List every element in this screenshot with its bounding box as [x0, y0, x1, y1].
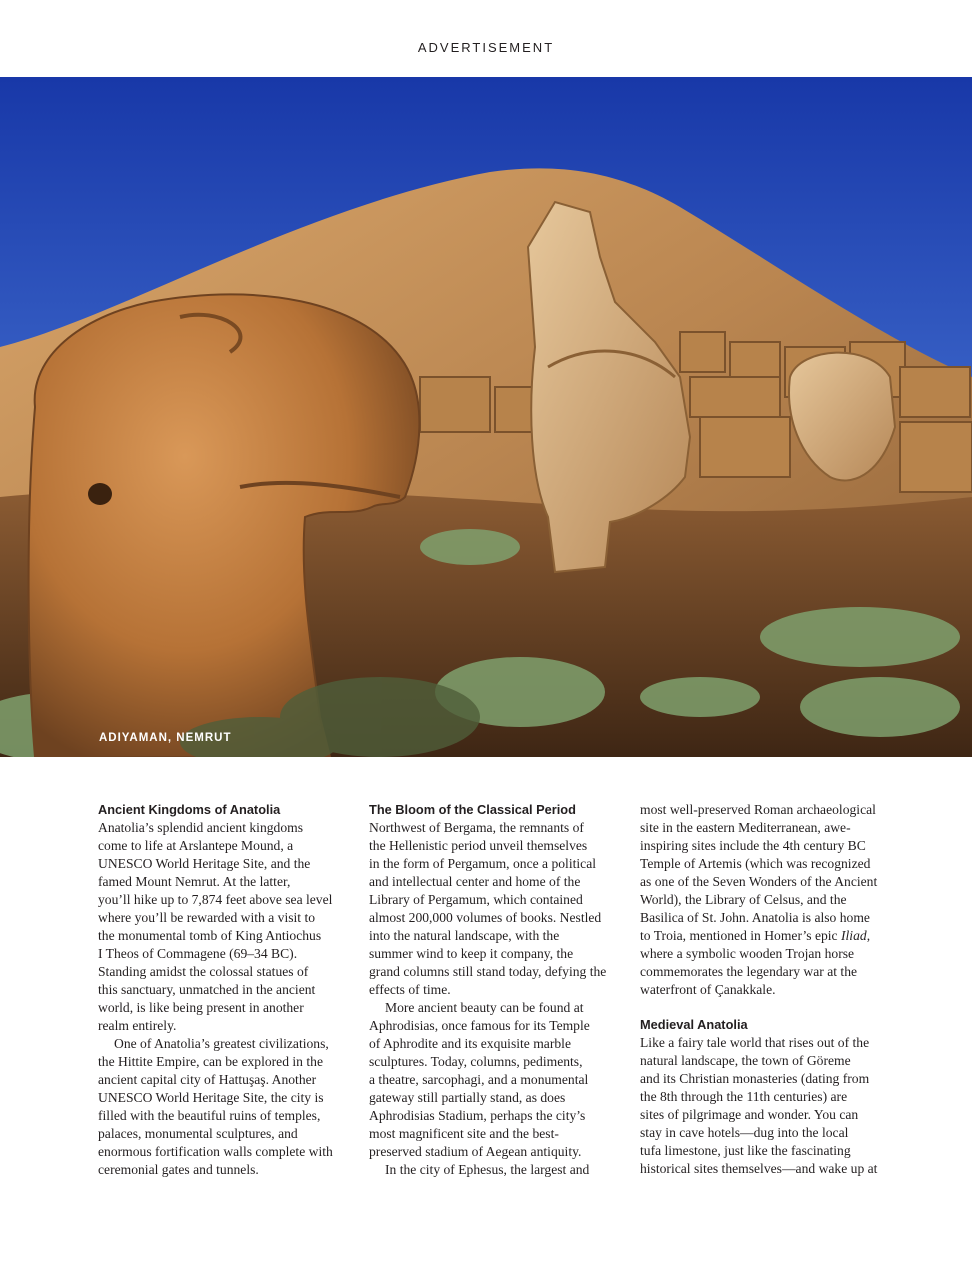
column-classical-period	[369, 801, 609, 1179]
text-line: tufa limestone, just like the fascinating	[640, 1143, 851, 1158]
text-line: Aphrodisias Stadium, perhaps the city’s	[369, 1108, 586, 1123]
text-run: ,	[866, 928, 871, 943]
text-line: and intellectual center and home of the	[369, 874, 581, 889]
text-line: More ancient beauty can be found at	[385, 1000, 584, 1015]
text-line: inspiring sites include the 4th century BC	[640, 838, 866, 853]
text-line: most well-preserved Roman archaeological	[640, 802, 876, 817]
text-line: you’ll hike up to 7,874 feet above sea level	[98, 892, 333, 907]
paragraph	[98, 1035, 338, 1179]
text-line: Aphrodisias, once famous for its Temple	[369, 1018, 590, 1033]
text-line: where a symbolic wooden Trojan horse	[640, 946, 855, 961]
column-continued	[640, 801, 880, 1178]
text-line: World), the Library of Celsus, and the	[640, 892, 847, 907]
text-line: in the form of Pergamum, once a political	[369, 856, 597, 871]
text-line: historical sites themselves—and wake up at	[640, 1161, 878, 1176]
text-line: Temple of Artemis (which was recognized	[640, 856, 871, 871]
text-line: and its Christian monasteries (dating from	[640, 1071, 870, 1086]
text-line: stay in cave hotels—dug into the local	[640, 1125, 849, 1140]
text-line: filled with the beautiful ruins of temples,	[98, 1108, 321, 1123]
text-line: Northwest of Bergama, the remnants of	[369, 820, 584, 835]
text-line: Anatolia’s splendid ancient kingdoms	[98, 820, 304, 835]
heading-ancient-kingdoms: Ancient Kingdoms of Anatolia	[98, 802, 281, 817]
text-line: Like a fairy tale world that rises out of the	[640, 1035, 870, 1050]
text-line: One of Anatolia’s greatest civilizations,	[114, 1036, 329, 1051]
heading-medieval-anatolia: Medieval Anatolia	[640, 1017, 748, 1032]
photo-caption: ADIYAMAN, NEMRUT	[99, 732, 232, 744]
text-line: famed Mount Nemrut. At the latter,	[98, 874, 291, 889]
nemrut-photo	[0, 77, 972, 757]
text-line: grand columns still stand today, defying the	[369, 964, 607, 979]
paragraph	[98, 819, 338, 1035]
text-line: come to life at Arslantepe Mound, a	[98, 838, 294, 853]
text-line: effects of time.	[369, 982, 451, 997]
text-line: world, is like being present in another	[98, 1000, 304, 1015]
paragraph	[369, 1161, 609, 1179]
text-line: of Aphrodite and its exquisite marble	[369, 1036, 571, 1051]
column-ancient-kingdoms	[98, 801, 338, 1179]
text-line: the Hittite Empire, can be explored in the	[98, 1054, 323, 1069]
text-line: In the city of Ephesus, the largest and	[385, 1162, 590, 1177]
paragraph	[369, 819, 609, 999]
text-line: Basilica of St. John. Anatolia is also home	[640, 910, 870, 925]
paragraph	[369, 999, 609, 1161]
text-line: waterfront of Çanakkale.	[640, 982, 776, 997]
text-line: as one of the Seven Wonders of the Ancient	[640, 874, 878, 889]
text-line	[640, 928, 870, 943]
text-line: realm entirely.	[98, 1018, 177, 1033]
text-line: the 8th through the 11th centuries) are	[640, 1089, 848, 1104]
text-line: almost 200,000 volumes of books. Nestled	[369, 910, 602, 925]
text-line: the Hellenistic period unveil themselves	[369, 838, 588, 853]
text-line: ancient capital city of Hattuşaş. Another	[98, 1072, 317, 1087]
advertisement-label: ADVERTISEMENT	[417, 40, 555, 55]
text-line: into the natural landscape, with the	[369, 928, 560, 943]
text-line: site in the eastern Mediterranean, awe-	[640, 820, 851, 835]
text-line: where you’ll be rewarded with a visit to	[98, 910, 316, 925]
heading-classical-period: The Bloom of the Classical Period	[369, 802, 576, 817]
paragraph	[640, 801, 880, 999]
text-line: Standing amidst the colossal statues of	[98, 964, 309, 979]
text-line: UNESCO World Heritage Site, and the	[98, 856, 311, 871]
italic-title: Iliad	[841, 928, 867, 943]
paragraph	[640, 1034, 880, 1178]
text-line: ceremonial gates and tunnels.	[98, 1162, 259, 1177]
text-line: I Theos of Commagene (69–34 BC).	[98, 946, 298, 961]
text-line: natural landscape, the town of Göreme	[640, 1053, 851, 1068]
text-line: palaces, monumental sculptures, and	[98, 1126, 298, 1141]
text-line: commemorates the legendary war at the	[640, 964, 858, 979]
text-line: UNESCO World Heritage Site, the city is	[98, 1090, 324, 1105]
text-line: most magnificent site and the best-	[369, 1126, 559, 1141]
text-line: this sanctuary, unmatched in the ancient	[98, 982, 316, 997]
text-line: enormous fortification walls complete with	[98, 1144, 333, 1159]
text-line: Library of Pergamum, which contained	[369, 892, 583, 907]
text-line: preserved stadium of Aegean antiquity.	[369, 1144, 582, 1159]
text-line: sculptures. Today, columns, pediments,	[369, 1054, 583, 1069]
text-line: sites of pilgrimage and wonder. You can	[640, 1107, 859, 1122]
text-line: gateway still partially stand, as does	[369, 1090, 566, 1105]
text-run: to Troia, mentioned in Homer’s epic	[640, 928, 841, 943]
text-line: summer wind to keep it company, the	[369, 946, 574, 961]
text-line: a theatre, sarcophagi, and a monumental	[369, 1072, 589, 1087]
text-line: the monumental tomb of King Antiochus	[98, 928, 322, 943]
